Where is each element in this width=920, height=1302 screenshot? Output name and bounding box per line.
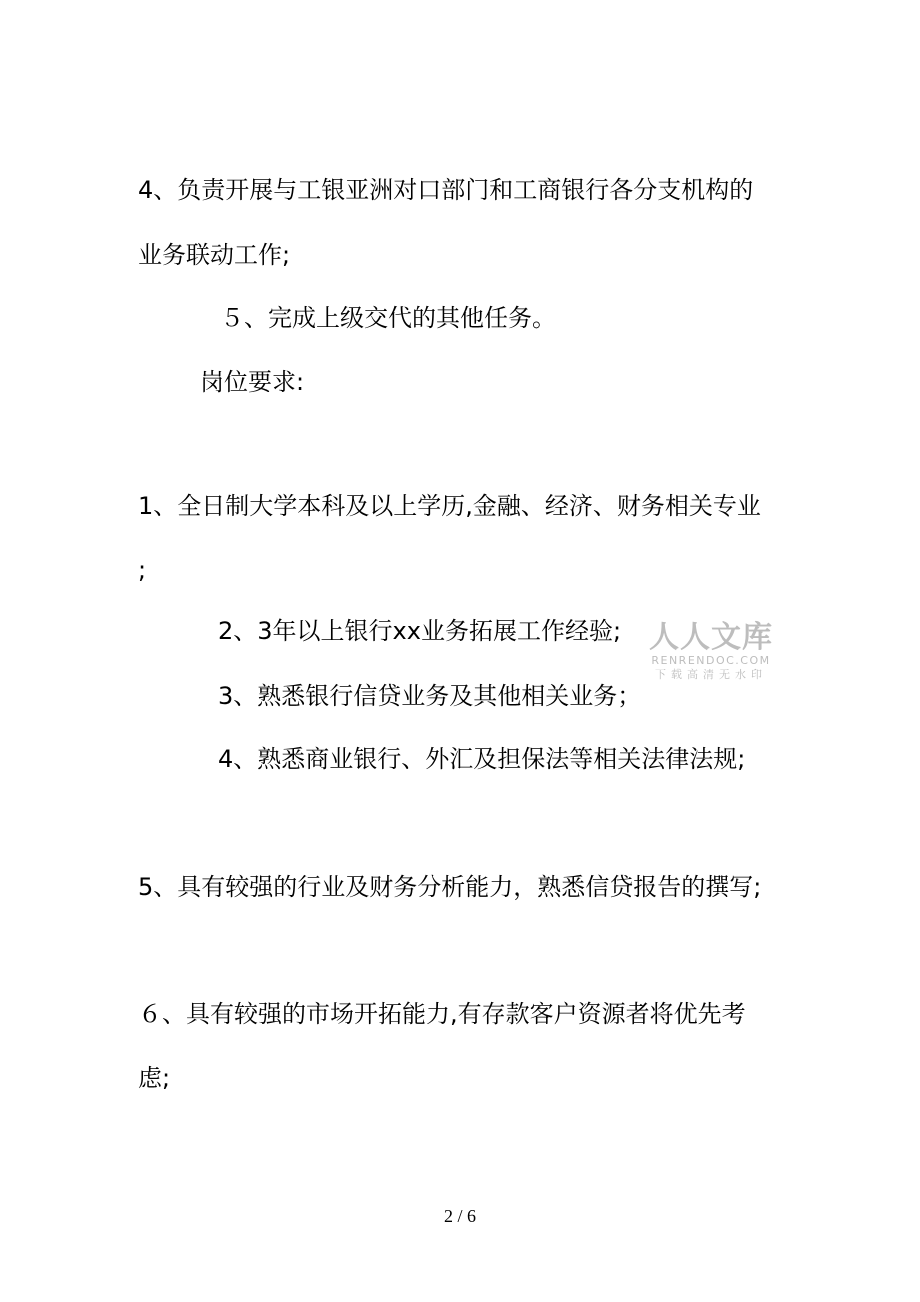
watermark-note: 下载高清无水印 [655, 668, 767, 681]
requirement-2: 2、3年以上银行xx业务拓展工作经验; [218, 617, 622, 645]
requirement-4: 4、熟悉商业银行、外汇及担保法等相关法律法规; [218, 745, 746, 773]
watermark-logo [646, 622, 776, 682]
duty-4-line-1: 4、负责开展与工银亚洲对口部门和工商银行各分支机构的 [138, 176, 754, 204]
watermark-title: 人人文库 [649, 620, 773, 655]
requirement-3: 3、熟悉银行信贷业务及其他相关业务； [218, 682, 642, 710]
watermark-domain: RENRENDOC.COM [651, 654, 771, 667]
page-number: 2 / 6 [443, 1206, 476, 1226]
duty-5: ５、完成上级交代的其他任务。 [220, 304, 556, 332]
requirement-5: 5、具有较强的行业及财务分析能力，熟悉信贷报告的撰写; [138, 873, 762, 901]
requirements-heading: 岗位要求: [200, 368, 305, 396]
duty-4-line-2: 业务联动工作; [138, 241, 291, 269]
requirement-1-line-1: 1、全日制大学本科及以上学历,金融、经济、财务相关专业 [138, 492, 761, 520]
requirement-6-line-2: 虑; [138, 1064, 171, 1092]
requirement-1-line-2: ; [138, 556, 147, 584]
requirement-6-line-1: ６、具有较强的市场开拓能力,有存款客户资源者将优先考 [138, 1000, 746, 1028]
